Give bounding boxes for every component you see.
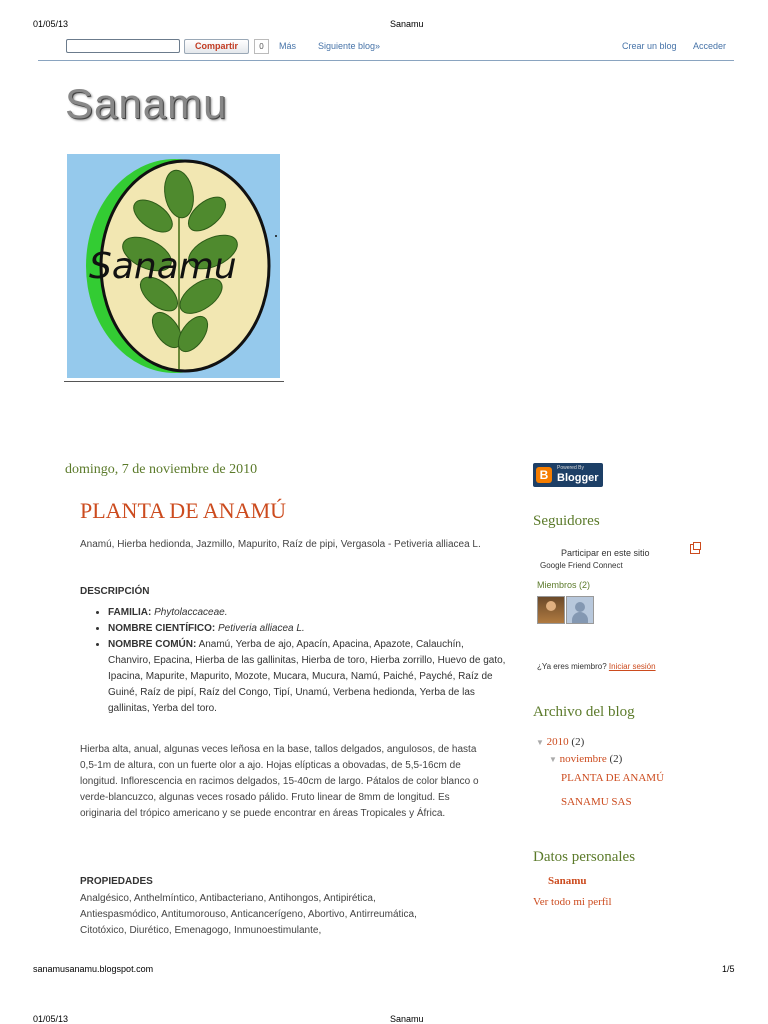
search-input[interactable] xyxy=(66,39,180,53)
print-date: 01/05/13 xyxy=(33,19,69,29)
avatar[interactable] xyxy=(537,596,565,624)
create-blog-link[interactable]: Crear un blog xyxy=(622,41,677,51)
archive-post-link[interactable]: SANAMU SAS xyxy=(561,796,632,808)
already-member-text: ¿Ya eres miembro? Iniciar sesión xyxy=(537,662,656,671)
post-date: domingo, 7 de noviembre de 2010 xyxy=(65,462,258,477)
more-link[interactable]: Más xyxy=(279,41,297,51)
profile-name-link[interactable]: Sanamu xyxy=(548,875,587,887)
followers-heading: Seguidores xyxy=(533,513,600,529)
print-title: Sanamu xyxy=(390,19,424,29)
blogger-navbar xyxy=(38,36,734,61)
description-text: Hierba alta, anual, algunas veces leñosa en la base, tallos delgados, angulosos, de hasta 0,5-1m de altura, con un fuerte olor a ajo. Hojas elípticas a obovadas, de 5,5-16cm de longitud. Inflorescencia en racimos delgados, 15-40cm de largo. Pátalos de color blanco o verde-blancuzco, algunas veces rosado pálido. Fruto linear de 8mm de longitud. Es originaria del trópico americano y se puede encontrar en áreas Tropicales y África. xyxy=(80,744,479,819)
profile-heading: Datos personales xyxy=(533,849,636,865)
logo-divider xyxy=(64,381,284,382)
popup-icon[interactable] xyxy=(690,544,700,554)
avatar[interactable] xyxy=(566,596,594,624)
logo-leaf-icon xyxy=(67,154,280,378)
blogger-badge[interactable]: B Powered By Blogger xyxy=(533,463,603,487)
archive-post-link[interactable]: PLANTA DE ANAMÚ xyxy=(561,772,665,784)
list-item: • NOMBRE CIENTÍFICO: Petiveria alliacea L. xyxy=(108,621,508,637)
share-count: 0 xyxy=(254,39,269,54)
sign-in-link[interactable]: Iniciar sesión xyxy=(608,662,656,671)
print-page-number: 1/5 xyxy=(722,964,735,974)
print-date: 01/05/13 xyxy=(33,1014,69,1024)
post-intro: Anamú, Hierba hedionda, Jazmillo, Mapurito, Raíz de pipi, Vergasola - Petiveria alliacea L. xyxy=(80,539,481,550)
print-title: Sanamu xyxy=(390,1014,424,1024)
archive-month[interactable]: ▼ noviembre (2) xyxy=(549,753,623,765)
blog-title[interactable]: Sanamu xyxy=(65,80,228,127)
archive-heading: Archivo del blog xyxy=(533,704,635,720)
chevron-down-icon[interactable]: ▼ xyxy=(549,755,557,764)
properties-heading: PROPIEDADES xyxy=(80,876,153,887)
join-site-link[interactable]: Participar en este sitio xyxy=(561,548,650,558)
members-label: Miembros (2) xyxy=(537,580,591,590)
logo-text: Sanamu xyxy=(89,246,237,287)
view-profile-link[interactable]: Ver todo mi perfil xyxy=(533,896,612,908)
next-blog-link[interactable]: Siguiente blog» xyxy=(318,41,381,51)
description-heading: DESCRIPCIÓN xyxy=(80,586,150,597)
gfc-label: Google Friend Connect xyxy=(540,561,623,570)
blog-logo[interactable] xyxy=(67,154,280,378)
post-title[interactable]: PLANTA DE ANAMÚ xyxy=(80,498,287,523)
list-item: • FAMILIA: Phytolaccaceae. xyxy=(108,605,508,621)
properties-text: Analgésico, Anthelmíntico, Antibacteriano, Antihongos, Antipirética, Antiespasmódico, Antitumorouso, Anticancerígeno, Abortivo, Antirreumática, Citotóxico, Diurético, Emenagogo, Inmunoestimulante, xyxy=(80,893,417,936)
list-item: • NOMBRE COMÚN: Anamú, Yerba de ajo, Apacín, Apacina, Apazote, Calauchín, Chanviro, Epacina, Hierba de las gallinitas, Hierba de toro, Hierba zorrillo, Huevo de gato, Ipacina, Mapurite, Mapurito, Mozote, Mucara, Mucura, Namú, Paiché, Payché, Raíz de Guiné, Raíz de pipí, Raíz del Congo, Tipí, Unamú, Verbena hedionda, Yerba de las gallinitas, Yerba del toro. xyxy=(108,637,508,717)
login-link[interactable]: Acceder xyxy=(693,41,727,51)
share-button[interactable]: Compartir xyxy=(184,39,249,54)
chevron-down-icon[interactable]: ▼ xyxy=(536,738,544,747)
plant-facts-list xyxy=(80,605,508,717)
blogger-icon: B xyxy=(536,467,552,483)
archive-year[interactable]: ▼ 2010 (2) xyxy=(536,736,585,748)
print-url: sanamusanamu.blogspot.com xyxy=(33,964,154,974)
